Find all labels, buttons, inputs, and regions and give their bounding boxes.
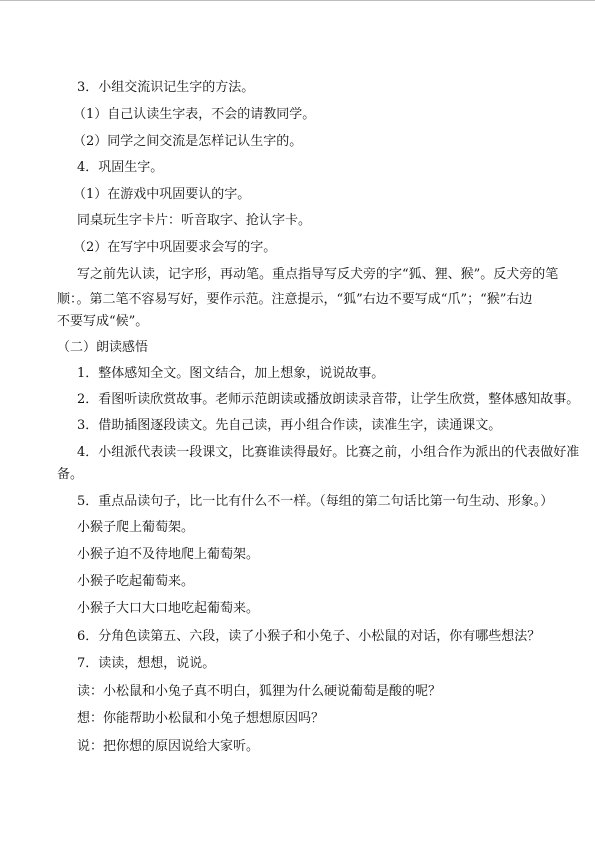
step-4-heading: 4．巩固生字。 [77,160,164,175]
step-3-heading: 3．小组交流识记生字的方法。 [77,80,255,95]
reading-step-4: 4．小组派代表读一段课文，比赛谁读得最好。比赛之前，小组合作为派出的代表做好准 [77,445,580,460]
reading-step-3: 3．借助插图逐段读文。先自己读，再小组合作读，读准生字，读通课文。 [77,418,502,433]
read-prompt: 读：小松鼠和小兔子真不明白，狐狸为什么硬说葡萄是酸的呢？ [77,684,442,699]
think-prompt: 想：你能帮助小松鼠和小兔子想想原因吗？ [77,711,325,726]
reading-step-1: 1．整体感知全文。图文结合，加上想象，说说故事。 [77,366,385,381]
step-4-activity: 同桌玩生字卡片：听音取字、抢认字卡。 [77,213,312,228]
step-4-item-1: （1）在游戏中巩固要认的字。 [73,187,251,202]
example-sentence-2: 小猴子迫不及待地爬上葡萄架。 [77,547,260,562]
example-sentence-3: 小猴子吃起葡萄来。 [77,574,195,589]
say-prompt: 说：把你想的原因说给大家听。 [77,739,260,754]
section-heading-reading: （二）朗读感悟 [57,340,149,355]
writing-guide-line-2: 顺：。第二笔不容易写好，要作示范。注意提示，“狐”右边不要写成“爪”；“猴”右边 [57,292,533,307]
step-3-item-2: （2）同学之间交流是怎样记认生字的。 [73,134,303,149]
writing-guide-line-3: 不要写成“候”。 [57,314,149,329]
reading-step-6: 6．分角色读第五、六段，读了小猴子和小兔子、小松鼠的对话，你有哪些想法？ [77,629,541,644]
reading-step-2: 2．看图听读欣赏故事。老师示范朗读或播放朗读录音带，让学生欣赏，整体感知故事。 [77,392,580,407]
reading-step-5: 5．重点品读句子，比一比有什么不一样。（每组的第二句话比第一句生动、形象。） [77,494,554,509]
step-4-item-2: （2）在写字中巩固要求会写的字。 [73,240,277,255]
example-sentence-1: 小猴子爬上葡萄架。 [77,520,195,535]
reading-step-7: 7．读读，想想，说说。 [77,656,216,671]
writing-guide-line-1: 写之前先认读，记字形，再动笔。重点指导写反犬旁的字“狐、狸、猴”。反犬旁的笔 [77,267,559,282]
reading-step-4-cont: 备。 [57,467,84,482]
example-sentence-4: 小猴子大口大口地吃起葡萄来。 [77,601,260,616]
step-3-item-1: （1）自己认读生字表，不会的请教同学。 [73,107,316,122]
